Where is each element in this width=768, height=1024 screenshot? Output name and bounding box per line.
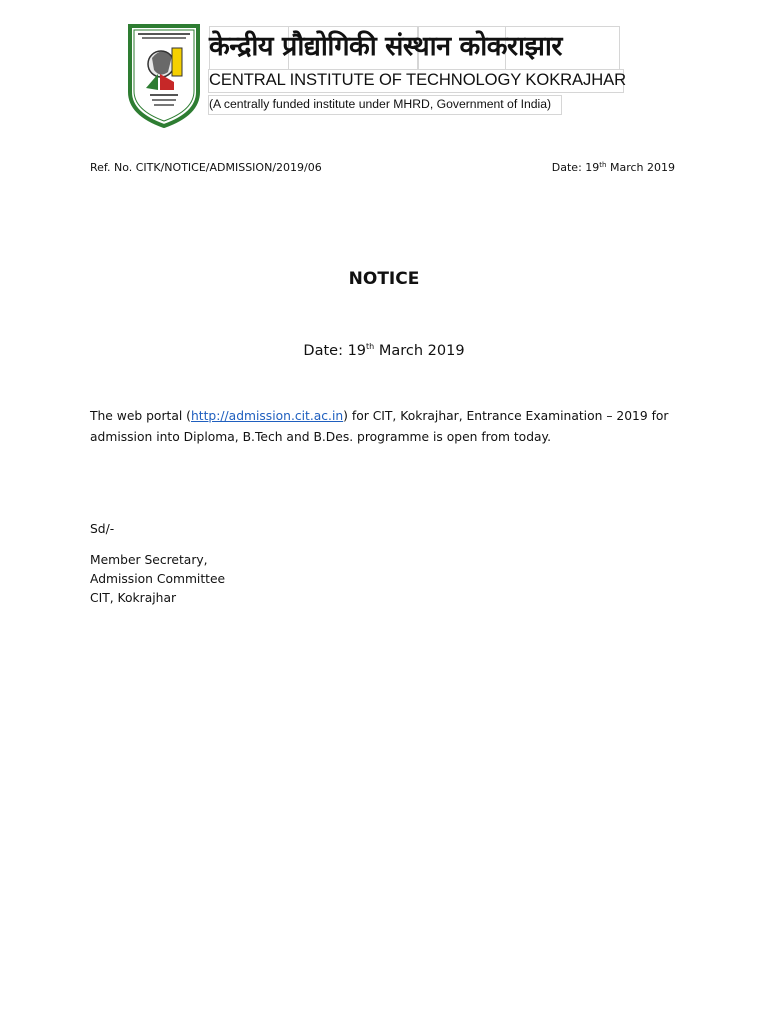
notice-date-suffix: March 2019 xyxy=(374,343,465,359)
reference-date xyxy=(552,160,675,176)
institute-name-hindi: केन्द्रीय प्रौद्योगिकी संस्थान कोकराझार xyxy=(209,31,562,62)
signed-mark: Sd/- xyxy=(90,522,115,536)
body-text-after-link: ) for CIT, Kokrajhar, Entrance Examination – 2019 for admission into Diploma, B.Tech and B.Des. programme is open from today. xyxy=(90,409,669,444)
institute-name-english: CENTRAL INSTITUTE OF TECHNOLOGY KOKRAJHAR xyxy=(209,70,626,89)
admission-portal-link[interactable]: http://admission.cit.ac.in xyxy=(190,409,344,423)
notice-title: NOTICE xyxy=(348,269,420,289)
signatory-institute: CIT, Kokrajhar xyxy=(90,591,177,605)
body-text-before-link: The web portal ( xyxy=(90,409,191,423)
signature-block xyxy=(90,551,225,608)
notice-date-prefix: Date: 19 xyxy=(303,343,367,359)
reference-date-suffix: March 2019 xyxy=(606,161,675,174)
reference-number: Ref. No. CITK/NOTICE/ADMISSION/2019/06 xyxy=(90,161,322,174)
notice-date xyxy=(0,341,768,361)
notice-date-superscript: th xyxy=(366,342,375,351)
institute-tagline: (A centrally funded institute under MHRD, Government of India) xyxy=(209,97,552,111)
signatory-committee: Admission Committee xyxy=(90,572,226,586)
reference-date-prefix: Date: 19 xyxy=(551,161,600,174)
notice-body xyxy=(90,406,690,448)
reference-date-superscript: th xyxy=(599,161,607,169)
signatory-title: Member Secretary, xyxy=(90,553,208,567)
institute-seal-icon xyxy=(124,22,204,128)
